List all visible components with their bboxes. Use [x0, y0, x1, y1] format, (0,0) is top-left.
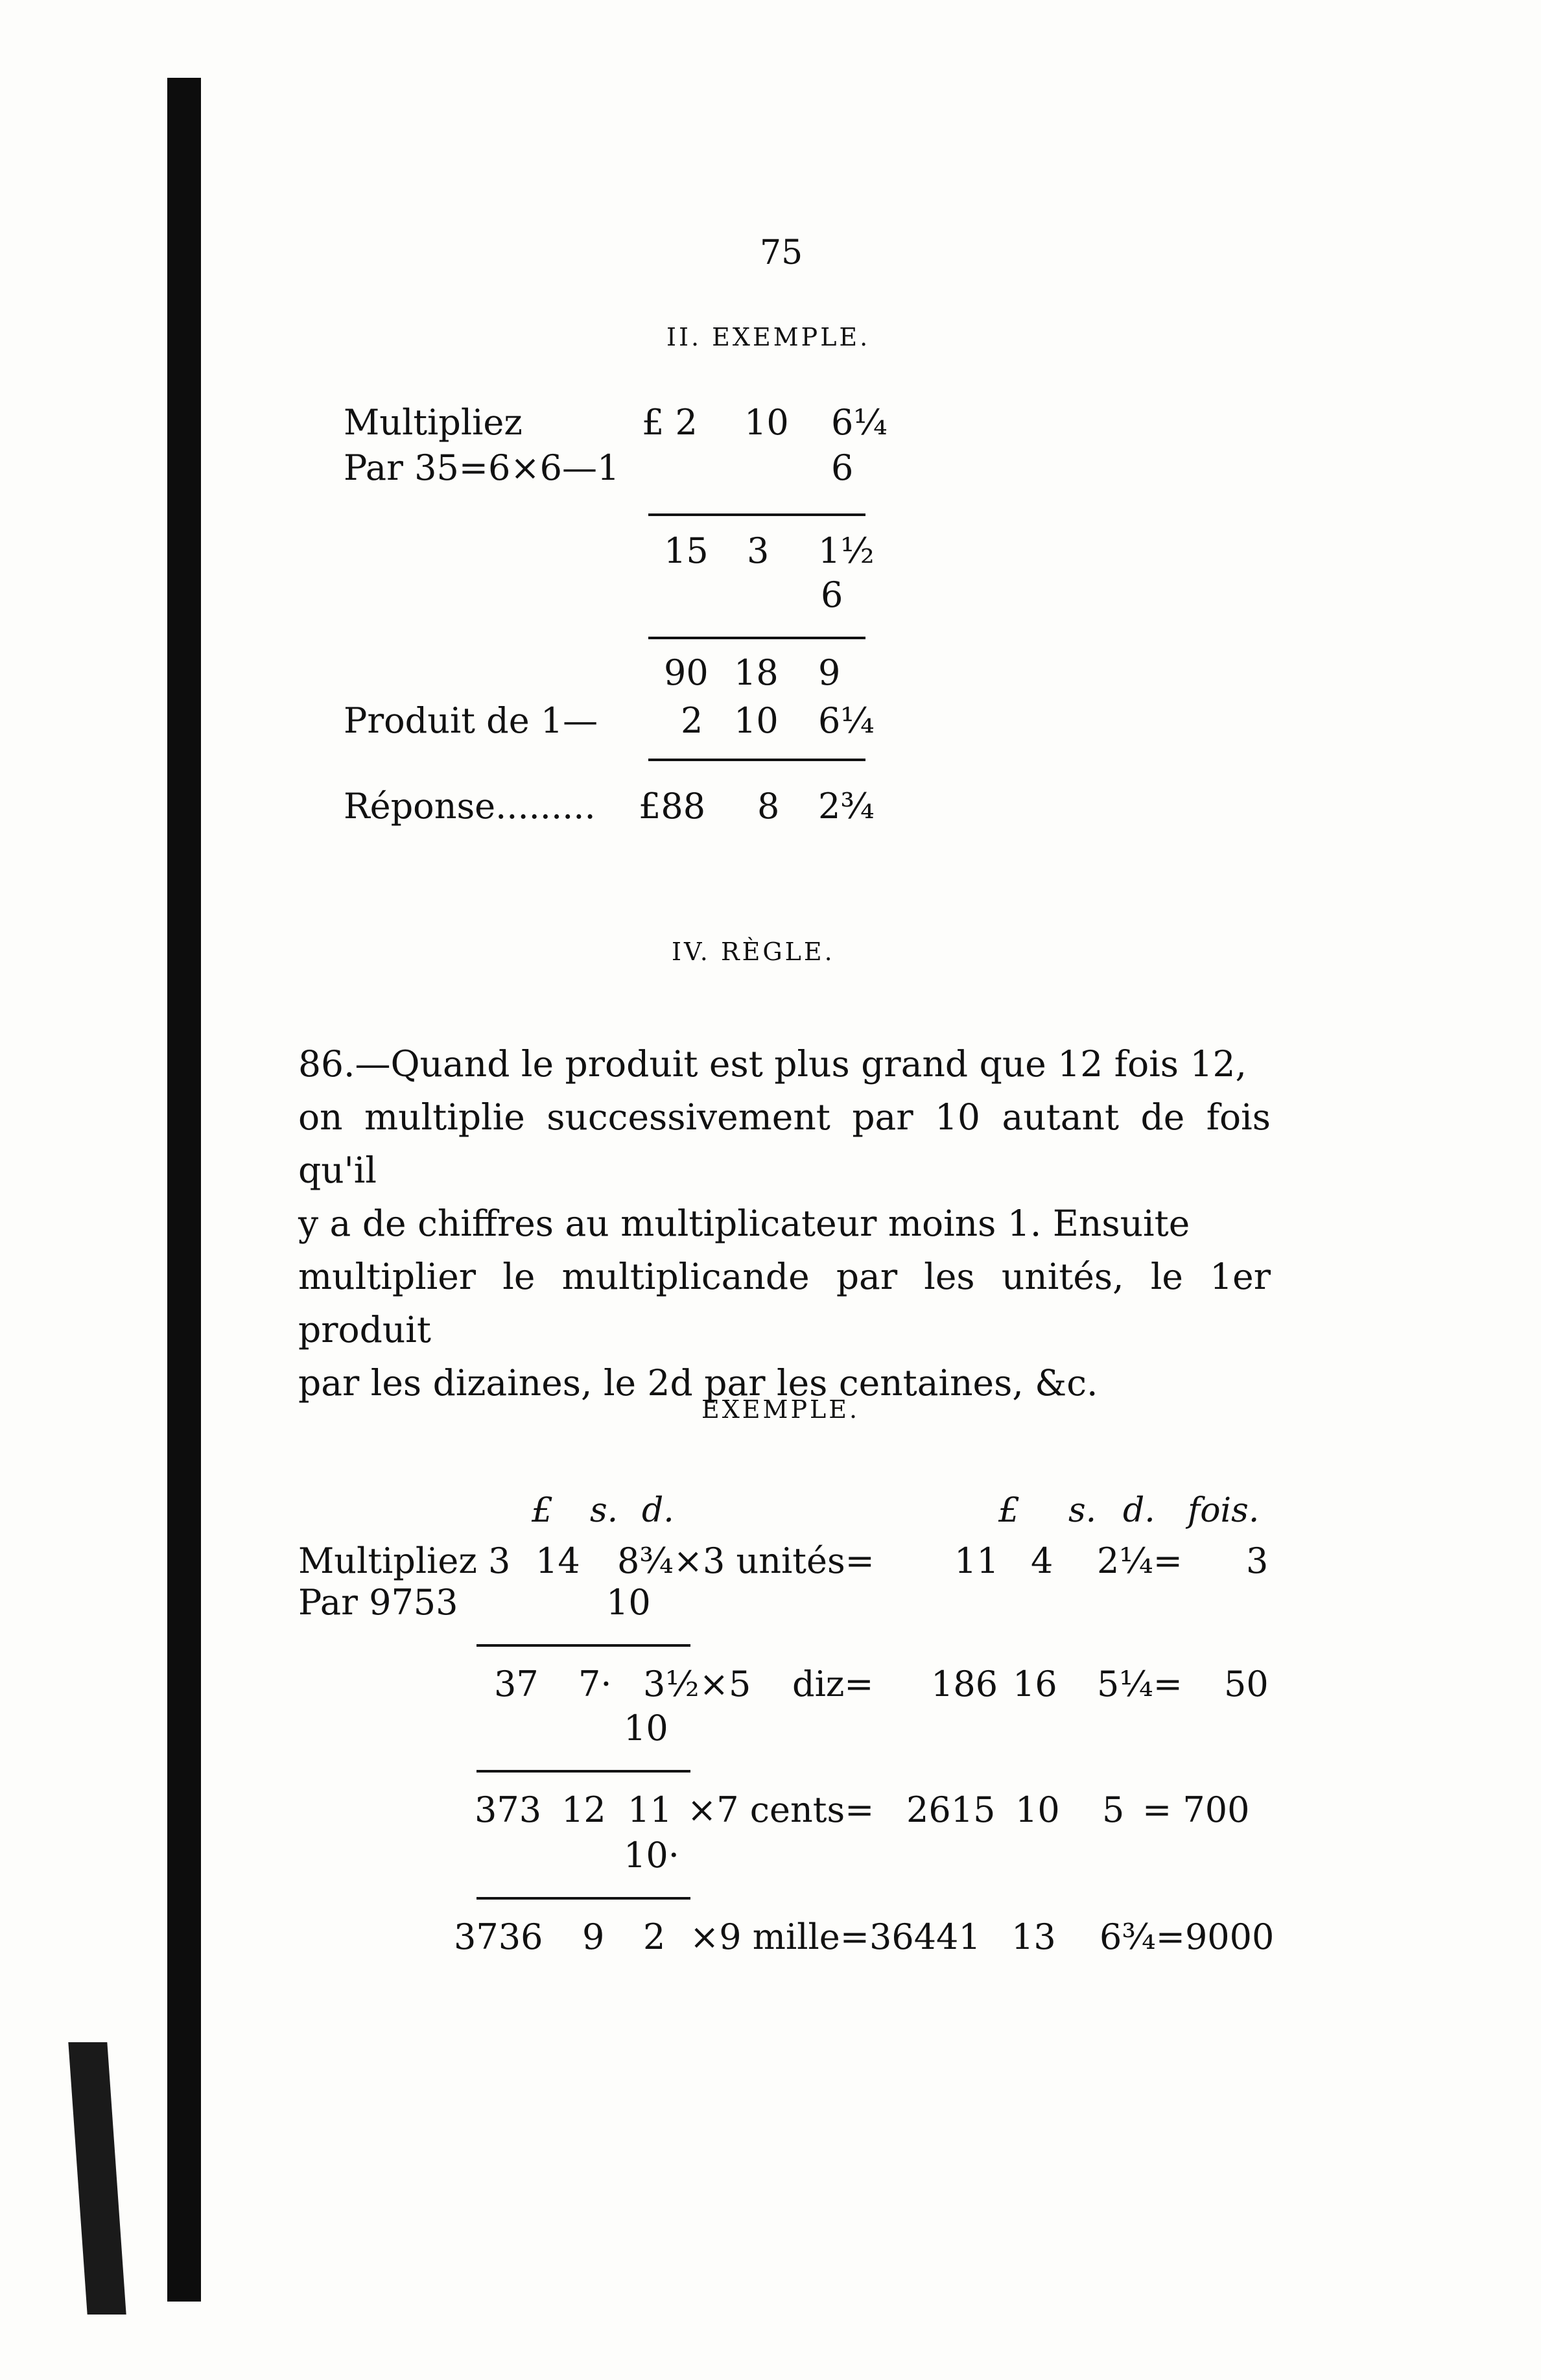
- multiply-pounds: £ 2: [642, 402, 698, 443]
- rule: [648, 759, 865, 761]
- ex-row-pounds: 37: [494, 1664, 539, 1704]
- ex-row-op: ×7 cents=: [687, 1789, 875, 1830]
- multiply-pence: 6¼: [831, 402, 888, 443]
- produit-pounds: 2: [681, 700, 703, 741]
- rule: [476, 1644, 690, 1647]
- paragraph-line: on multiplie successivement par 10 autant de fois qu'il: [298, 1096, 1271, 1191]
- ex-row-result-pence: 6¾=9000: [1100, 1916, 1275, 1957]
- ex-row-result-pounds: 2615: [906, 1789, 996, 1830]
- ex-row-result-shillings: 4: [1031, 1540, 1053, 1581]
- multiply-label: Multipliez: [344, 402, 523, 443]
- ex-row-label: Multipliez 3: [298, 1540, 511, 1581]
- ex-row-factor: 10: [624, 1708, 668, 1749]
- reponse-shillings: 8: [757, 786, 780, 827]
- product-1-pounds: 15: [664, 530, 709, 571]
- reponse-label: Réponse.........: [344, 786, 596, 827]
- ex-row-result-shillings: 10: [1015, 1789, 1060, 1830]
- ex-row-shillings: 14: [535, 1540, 580, 1581]
- ex-row-fois: 3: [1246, 1540, 1269, 1581]
- ex-row-pounds: 373: [475, 1789, 542, 1830]
- book-spine-shadow: [167, 78, 201, 2302]
- header-right-pounds: £: [998, 1491, 1020, 1530]
- ex-row-result-pounds: 11: [954, 1540, 999, 1581]
- product-1-factor: 6: [821, 574, 843, 615]
- ex-row-pounds: 3736: [454, 1916, 543, 1957]
- header-right-shillings: s.: [1068, 1491, 1097, 1530]
- ex-row-pence: 11: [628, 1789, 672, 1830]
- ex-row-factor: 10·: [624, 1835, 679, 1876]
- ex-row-result-pence: 5¼=: [1097, 1664, 1182, 1704]
- par-factor: 6: [831, 447, 854, 488]
- reponse-pounds: £88: [639, 786, 706, 827]
- product-2-pounds: 90: [664, 652, 709, 693]
- paragraph-line: par les dizaines, le 2d par les centaines, &c.: [298, 1362, 1098, 1404]
- ex-row-shillings: 12: [561, 1789, 606, 1830]
- product-1-shillings: 3: [747, 530, 770, 571]
- product-2-shillings: 18: [734, 652, 779, 693]
- ex-row-op: diz=: [792, 1664, 874, 1704]
- ex-row-shillings: 9: [582, 1916, 605, 1957]
- header-left-pence: d.: [642, 1491, 674, 1530]
- section-heading-exemple: EXEMPLE.: [701, 1395, 860, 1424]
- header-left-shillings: s.: [590, 1491, 618, 1530]
- header-right-pence: d.: [1123, 1491, 1155, 1530]
- produit-label: Produit de 1—: [344, 700, 598, 741]
- ex-row-label: Par 9753: [298, 1582, 458, 1623]
- ex-row-op: ×9 mille=36441: [690, 1916, 981, 1957]
- ex-row-factor: 10: [606, 1582, 651, 1623]
- book-spine-edge: [68, 2042, 126, 2315]
- section-heading-exemple-2: II. EXEMPLE.: [666, 323, 871, 351]
- ex-row-fois: = 700: [1142, 1789, 1250, 1830]
- produit-shillings: 10: [734, 700, 779, 741]
- par-label: Par 35=6×6—1: [344, 447, 620, 488]
- paragraph-line: 86.—Quand le produit est plus grand que 12 fois 12,: [298, 1043, 1247, 1085]
- ex-row-result-shillings: 16: [1013, 1664, 1057, 1704]
- header-left-pounds: £: [532, 1491, 554, 1530]
- ex-row-fois: 50: [1224, 1664, 1269, 1704]
- rule-paragraph: [298, 1037, 1271, 1409]
- rule: [476, 1897, 690, 1900]
- paragraph-line: y a de chiffres au multiplicateur moins 1. Ensuite: [298, 1203, 1190, 1244]
- paragraph-line: multiplier le multiplicande par les unités, le 1er produit: [298, 1256, 1271, 1350]
- section-heading-regle-4: IV. RÈGLE.: [672, 937, 835, 966]
- product-2-pence: 9: [818, 652, 841, 693]
- ex-row-result-shillings: 13: [1011, 1916, 1056, 1957]
- ex-row-result-pence: 2¼=: [1097, 1540, 1182, 1581]
- ex-row-pence: 8¾×3 unités=: [617, 1540, 875, 1581]
- ex-row-result-pence: 5: [1102, 1789, 1125, 1830]
- product-1-pence: 1½: [818, 530, 875, 571]
- ex-row-result-pounds: 186: [931, 1664, 998, 1704]
- rule: [648, 637, 865, 639]
- multiply-shillings: 10: [744, 402, 789, 443]
- produit-pence: 6¼: [818, 700, 875, 741]
- ex-row-pence: 2: [643, 1916, 666, 1957]
- page-number: 75: [760, 233, 803, 272]
- header-right-fois: fois.: [1188, 1491, 1260, 1530]
- reponse-pence: 2¾: [818, 786, 875, 827]
- ex-row-shillings: 7·: [578, 1664, 612, 1704]
- rule: [648, 513, 865, 516]
- ex-row-pence: 3½×5: [643, 1664, 751, 1704]
- rule: [476, 1770, 690, 1773]
